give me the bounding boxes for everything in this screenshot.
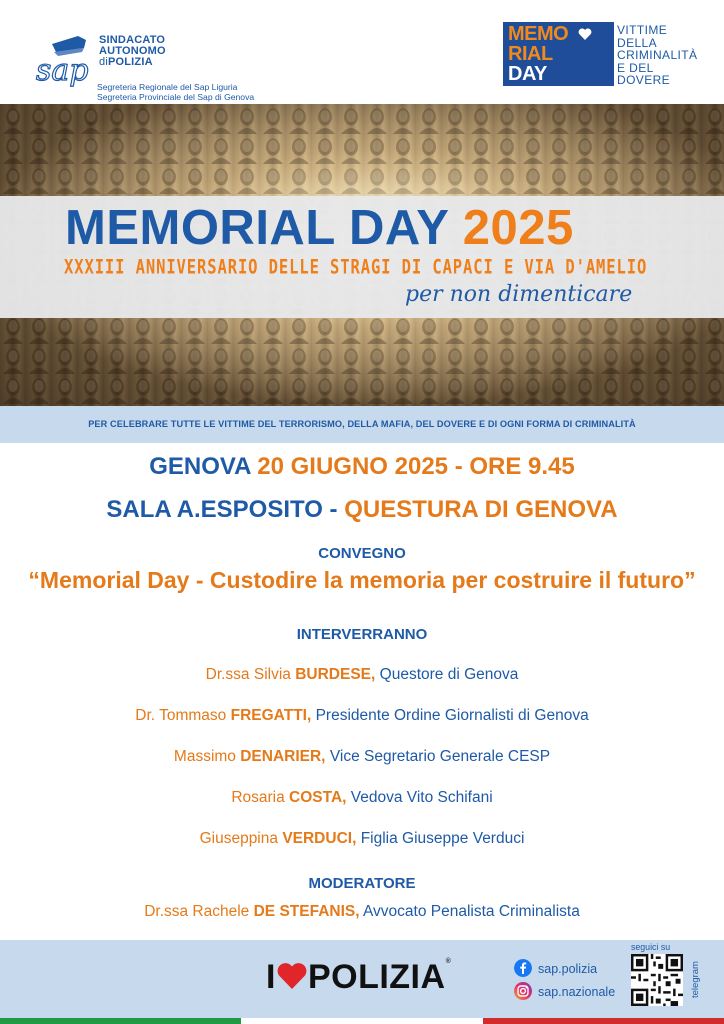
facebook-link[interactable]: sap.polizia: [514, 959, 597, 977]
telegram-label: telegram: [690, 961, 701, 999]
moderator-label: MODERATORE: [308, 875, 416, 892]
moderator-line: Dr.ssa Rachele DE STEFANIS, Avvocato Penalista Criminalista: [144, 903, 580, 920]
italian-flag-stripe: [0, 1018, 724, 1024]
speaker-line: Dr. Tommaso FREGATTI, Presidente Ordine Giornalisti di Genova: [135, 707, 589, 724]
dedication-band: PER CELEBRARE TUTTE LE VITTIME DEL TERRORISMO, DELLA MAFIA, DEL DOVERE E DI OGNI FORMA DI CRIMINALITÀ: [0, 406, 724, 443]
seguici-label: seguici su: [631, 942, 671, 952]
memorial-day-logo-box: MEMO RIAL DAY: [503, 22, 614, 86]
speaker-line: Dr.ssa Silvia BURDESE, Questore di Genova: [205, 666, 519, 683]
qr-code-icon[interactable]: [631, 954, 683, 1006]
event-date-line: GENOVA 20 GIUGNO 2025 - ORE 9.45: [149, 453, 575, 480]
speaker-line: Rosaria COSTA, Vedova Vito Schifani: [231, 789, 493, 806]
sap-secretariat: Segreteria Regionale del Sap Liguria Segreteria Provinciale del Sap di Genova: [97, 82, 255, 102]
banner-anniversary: XXXIII ANNIVERSARIO DELLE STRAGI DI CAPACI E VIA D'AMELIO: [64, 256, 648, 279]
memorial-day-logo: [503, 22, 713, 86]
facebook-icon: [514, 959, 532, 977]
hero-banner: [0, 104, 724, 406]
footer: [0, 940, 724, 1018]
police-cap-icon: [34, 30, 100, 90]
speakers-label: INTERVERRANNO: [296, 626, 428, 643]
flag-green: [0, 1018, 241, 1024]
flag-red: [483, 1018, 724, 1024]
instagram-icon: [514, 982, 532, 1000]
header: [0, 0, 724, 104]
flag-white: [241, 1018, 482, 1024]
sap-org-name: SINDACATO AUTONOMO diPOLIZIA: [99, 34, 166, 68]
sap-logo: [34, 26, 264, 100]
speaker-line: Massimo DENARIER, Vice Segretario Generale CESP: [173, 748, 551, 765]
memorial-day-logo-text: VITTIME DELLA CRIMINALITÀ E DEL DOVERE: [617, 23, 698, 87]
convegno-title: “Memorial Day - Custodire la memoria per costruire il futuro”: [28, 567, 696, 593]
speaker-line: Giuseppina VERDUCI, Figlia Giuseppe Verduci: [199, 830, 525, 847]
event-venue-line: SALA A.ESPOSITO - QUESTURA DI GENOVA: [106, 496, 618, 523]
banner-tagline: per non dimenticare: [405, 282, 633, 307]
convegno-label: CONVEGNO: [318, 545, 406, 562]
heart-icon: [276, 962, 308, 990]
i-love-polizia-slogan: I POLIZIA®: [266, 958, 452, 996]
heart-icon: [578, 28, 592, 40]
sap-logo-letters: sap: [36, 53, 89, 88]
banner-title: MEMORIAL DAY 2025: [65, 201, 574, 255]
instagram-link[interactable]: sap.nazionale: [514, 982, 615, 1000]
